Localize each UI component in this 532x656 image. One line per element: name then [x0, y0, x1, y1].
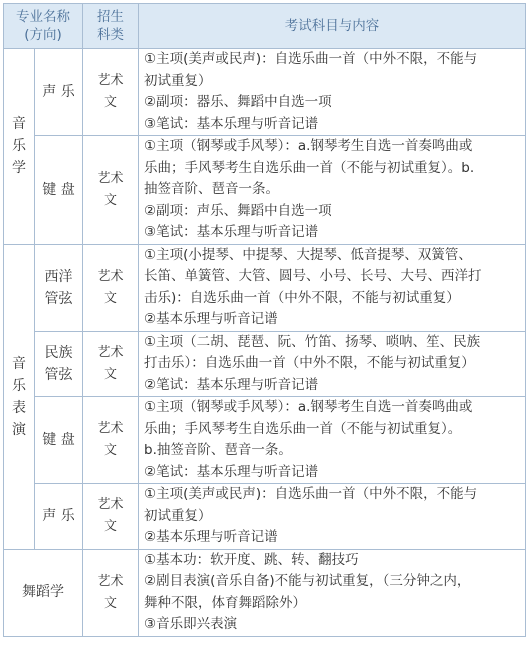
- category-cell: [83, 244, 139, 331]
- direction-cell: [35, 244, 83, 331]
- header-category: [83, 4, 139, 49]
- category-cell-text: 文: [103, 443, 117, 458]
- direction-cell-text: 键 盘: [42, 181, 75, 198]
- exam-content-line: ②基本乐理与听音记谱: [144, 311, 278, 327]
- direction-cell: [35, 397, 83, 484]
- direction-cell-text: 声 乐: [42, 84, 75, 100]
- exam-content-line: b.抽签音阶、琶音一条。: [144, 442, 292, 458]
- exam-content-line: 打击乐）：自选乐曲一首（中外不限，不能与初试重复）: [144, 355, 475, 371]
- category-cell-text: 文: [103, 519, 117, 535]
- direction-cell: [35, 484, 83, 550]
- exam-content-line: ①主项(小提琴、中提琴、大提琴、低音提琴、双簧管、: [144, 246, 472, 263]
- major-name: 音乐表演: [12, 355, 26, 438]
- exam-content-line: ②笔试：基本乐理与听音记谱: [144, 463, 319, 480]
- direction-cell: [35, 49, 83, 136]
- major-name-cell: [4, 244, 35, 549]
- header-major-line1: 专业名称: [16, 9, 70, 25]
- major-name: 音乐学: [12, 116, 26, 177]
- direction-cell-text: 键 盘: [42, 432, 75, 448]
- category-cell-text: 文: [103, 192, 117, 208]
- exam-content-line: ①主项（钢琴或手风琴）：a.钢琴考生自选一首奏鸣曲或: [144, 138, 473, 154]
- exam-content-cell: [139, 484, 526, 550]
- major-name-cell: [4, 49, 35, 245]
- category-cell: [83, 397, 139, 484]
- category-cell-text: 艺术: [97, 73, 124, 88]
- exam-content-line: ①主项（钢琴或手风琴）：a.钢琴考生自选一首奏鸣曲或: [144, 399, 473, 415]
- exam-content-cell: [139, 244, 526, 331]
- category-cell-text: 艺术: [97, 344, 124, 360]
- exam-content-line: 长笛、单簧管、大管、圆号、小号、长号、大号、西洋打: [144, 268, 482, 284]
- exam-content-line: 初试重复）: [144, 507, 212, 524]
- header-major-line2: (方向): [24, 27, 62, 43]
- major-name-cell: 舞蹈学: [4, 549, 83, 636]
- category-cell: [83, 549, 139, 636]
- category-cell-text: 文: [103, 95, 117, 110]
- exam-content-line: ②笔试：基本乐理与听音记谱: [144, 376, 319, 393]
- category-cell: [83, 49, 139, 136]
- exam-content-line: ②基本乐理与听音记谱: [144, 529, 278, 545]
- exam-content-line: ②副项：器乐、舞蹈中自选一项: [144, 94, 332, 110]
- table-row: [4, 331, 526, 397]
- exam-content-line: 抽签音阶、琶音一条。: [144, 181, 279, 197]
- direction-cell-text: 民族: [44, 344, 73, 361]
- exam-content-cell: [139, 549, 526, 636]
- category-cell-text: 文: [103, 366, 117, 382]
- table-row: [4, 244, 526, 331]
- category-cell: [83, 484, 139, 550]
- exam-content-line: 乐曲；手风琴考生自选乐曲一首（不能与初试重复）。b.: [144, 159, 475, 176]
- exam-content-cell: [139, 331, 526, 397]
- exam-content-cell: [139, 136, 526, 245]
- exam-content-cell: [139, 49, 526, 136]
- direction-cell: [35, 331, 83, 397]
- exam-content-line: ③音乐即兴表演: [144, 616, 238, 632]
- category-cell-text: 艺术: [97, 573, 124, 589]
- exam-content-line: ③笔试：基本乐理与听音记谱: [144, 224, 319, 240]
- table-header-row: [4, 4, 526, 49]
- exam-content-cell: [139, 397, 526, 484]
- direction-cell-text: 声 乐: [42, 508, 75, 525]
- exam-content-line: 初试重复）: [144, 72, 212, 89]
- exam-subjects-table: [3, 3, 526, 637]
- table-row: [4, 397, 526, 484]
- exam-table-container: [3, 3, 526, 649]
- exam-content-line: ②剧目表演(音乐自备)不能与初试重复，（三分钟之内，: [144, 573, 471, 589]
- category-cell: [83, 136, 139, 245]
- exam-content-line: 舞种不限，体育舞蹈除外）: [144, 594, 306, 611]
- exam-content-line: ②副项：声乐、舞蹈中自选一项: [144, 202, 332, 219]
- category-cell-text: 文: [103, 595, 117, 611]
- table-row: [4, 136, 526, 245]
- direction-cell-text: 管弦: [44, 366, 73, 383]
- category-cell-text: 文: [103, 290, 117, 306]
- header-category-line2: 科类: [97, 27, 124, 43]
- exam-content-line: ①主项（二胡、琵琶、阮、竹笛、扬琴、唢呐、笙、民族: [144, 333, 481, 350]
- category-cell-text: 艺术: [97, 170, 124, 186]
- direction-cell: [35, 136, 83, 245]
- exam-content-line: 击乐)：自选乐曲一首（中外不限，不能与初试重复）: [144, 289, 460, 306]
- table-row: [4, 484, 526, 550]
- table-row: [4, 549, 526, 636]
- header-category-line1: 招生: [97, 9, 124, 25]
- table-body: [4, 49, 526, 637]
- header-content: 考试科目与内容: [139, 4, 526, 49]
- exam-content-line: ③笔试：基本乐理与听音记谱: [144, 115, 319, 132]
- exam-content-line: ①基本功：软开度、跳、转、翻技巧: [144, 551, 359, 568]
- table-row: [4, 49, 526, 136]
- category-cell-text: 艺术: [97, 268, 124, 284]
- exam-content-line: ①主项(美声或民声)：自选乐曲一首（中外不限，不能与: [144, 51, 478, 67]
- exam-content-line: ①主项(美声或民声)：自选乐曲一首（中外不限，不能与: [144, 486, 478, 502]
- category-cell-text: 艺术: [97, 497, 124, 513]
- header-major-name: [4, 4, 83, 49]
- direction-cell-text: 管弦: [44, 290, 73, 307]
- category-cell: [83, 331, 139, 397]
- direction-cell-text: 西洋: [44, 268, 73, 285]
- category-cell-text: 艺术: [97, 421, 124, 436]
- exam-content-line: 乐曲；手风琴考生自选乐曲一首（不能与初试重复）。: [144, 420, 462, 437]
